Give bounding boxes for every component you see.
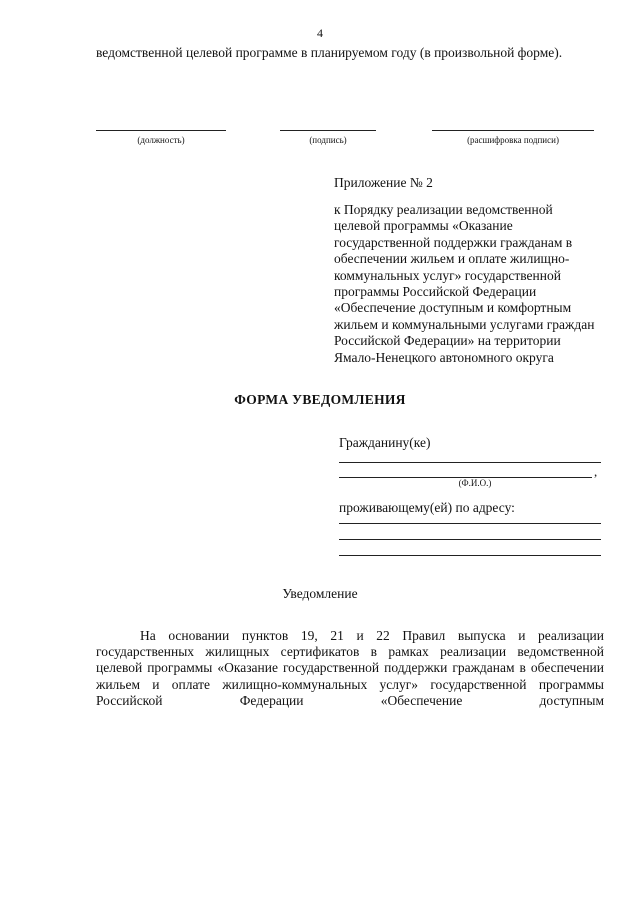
appendix-text: к Порядку реализации ведомственной целевой программы «Оказание государственной поддержки гражданам в обеспечении жильем и оплате жилищно-коммунальных услуг» государственной программы Российской Федерации «Обеспечение доступным и комфортным жильем и коммунальными услугами граждан Российской Федерации» на территории Ямало-Ненецкого автономного округа: [334, 202, 595, 365]
form-title: ФОРМА УВЕДОМЛЕНИЯ: [234, 392, 406, 407]
recipient-label: Гражданину(ке): [339, 435, 431, 450]
notice-body: На основании пунктов 19, 21 и 22 Правил выпуска и реализации государственных жилищных сертификатов в рамках реализации ведомственной целевой программы «Оказание государственной поддержки гражданам в обеспечении жильем и оплате жилищно-коммунальных услуг» государственной программы Российской Федерации «Обеспечение доступным: [96, 628, 604, 708]
address-label: проживающему(ей) по адресу:: [339, 500, 515, 515]
signature-line: [280, 130, 376, 131]
decoding-line: [432, 130, 594, 131]
notice-heading: Уведомление: [282, 586, 358, 601]
fio-caption: (Ф.И.О.): [458, 478, 492, 488]
decoding-caption: (расшифровка подписи): [467, 135, 559, 145]
page-number: 4: [317, 26, 323, 40]
address-line-3: [339, 555, 601, 556]
position-line: [96, 130, 226, 131]
signature-caption: (подпись): [309, 135, 347, 145]
intro-paragraph: ведомственной целевой программе в планируемом году (в произвольной форме).: [96, 45, 563, 60]
address-line-1: [339, 523, 601, 524]
position-caption: (должность): [137, 135, 185, 145]
recipient-name-line-1: [339, 462, 601, 463]
appendix-number: Приложение № 2: [334, 175, 433, 190]
address-line-2: [339, 539, 601, 540]
comma-mark: ,: [594, 464, 598, 479]
